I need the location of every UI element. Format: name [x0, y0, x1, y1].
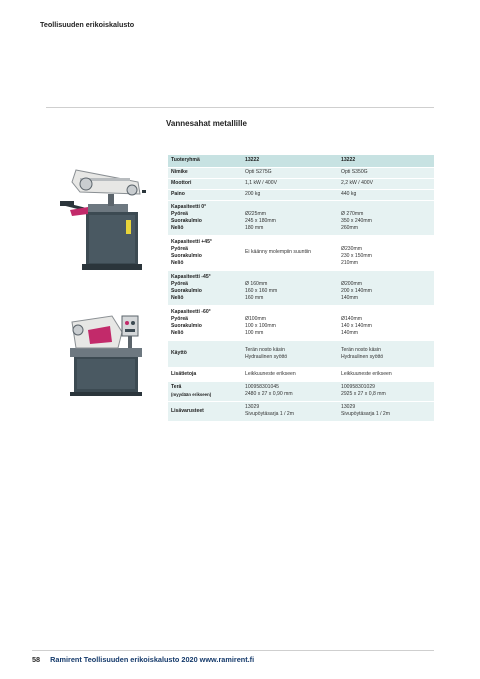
row-value: Leikkuuneste erikseen [245, 370, 296, 377]
table-row [168, 235, 434, 270]
row-value: 1,1 kW / 400V [245, 180, 277, 186]
row-value: Ø230mm [341, 245, 362, 252]
section-title: Vannesahat metallille [166, 119, 247, 128]
row-value: 350 x 240mm [341, 217, 372, 224]
row-label: Pyöreä [171, 210, 188, 217]
row-label: Kapasiteetti 0° [171, 203, 207, 210]
row-label: Suorakulmio [171, 252, 202, 259]
row-value: 100958301045 [245, 384, 279, 390]
row-value: Opti S275G [245, 169, 272, 175]
row-value: 100 x 100mm [245, 322, 276, 329]
table-row [168, 340, 434, 367]
row-value: Terän nosto käsin [341, 346, 381, 353]
table-row [168, 381, 434, 401]
table-row [168, 200, 434, 235]
row-label: Suorakulmio [171, 322, 202, 329]
table-row [168, 367, 434, 381]
row-value: Ø 160mm [245, 280, 268, 287]
footer-website-link[interactable]: www.ramirent.fi [199, 655, 255, 664]
row-label: Lisätietoja [171, 370, 197, 377]
row-label: Pyöreä [171, 280, 188, 287]
row-label: Paino [171, 191, 185, 197]
row-value: Ø225mm [245, 210, 266, 217]
top-divider [46, 107, 434, 108]
footer-brand-text: Ramirent Teollisuuden erikoiskalusto 2020 [50, 655, 198, 664]
row-label: Neliö [171, 259, 184, 266]
row-value: Opti S350G [341, 169, 368, 175]
page-number: 58 [32, 655, 41, 664]
row-label: Suorakulmio [171, 287, 202, 294]
row-label: Pyöreä [171, 315, 188, 322]
row-value: 200 x 140mm [341, 287, 372, 294]
row-label: Neliö [171, 224, 184, 231]
header-col2: 13222 [338, 155, 434, 167]
row-value: 13029 [341, 404, 356, 411]
row-value: Ø100mm [245, 315, 266, 322]
row-value: 200 kg [245, 191, 261, 197]
row-value: 160 x 160 mm [245, 287, 278, 294]
header-col1: 13222 [242, 155, 338, 167]
row-value: 2480 x 27 x 0,90 mm [245, 391, 293, 397]
footer-divider [32, 650, 434, 651]
row-label-note: (myydään erikseen) [171, 392, 212, 397]
page-footer [32, 655, 254, 664]
row-value: Sivupöytäsarja 1 / 2m [341, 411, 390, 418]
row-value: 210mm [341, 259, 358, 266]
row-value: Ø140mm [341, 315, 362, 322]
band-saw-s350g-image [66, 308, 146, 396]
row-value: Ø 270mm [341, 210, 364, 217]
row-value: 100 mm [245, 329, 264, 336]
row-label: Käyttö [171, 350, 187, 356]
table-row [168, 270, 434, 305]
document-title: Teollisuuden erikoiskalusto [40, 20, 135, 29]
row-value: 160 mm [245, 294, 264, 301]
table-row [168, 305, 434, 340]
band-saw-s275g-image [58, 160, 150, 276]
spec-table [168, 155, 434, 421]
row-value: Sivupöytäsarja 1 / 2m [245, 411, 294, 418]
table-row [168, 178, 434, 189]
row-label: Terä [171, 384, 182, 390]
row-value: 180 mm [245, 224, 264, 231]
row-value: 140mm [341, 294, 358, 301]
row-value: 13029 [245, 404, 260, 411]
row-value: 140 x 140mm [341, 322, 372, 329]
row-value: 140mm [341, 329, 358, 336]
row-value: Leikkuuneste erikseen [341, 370, 392, 377]
row-value: Hydraulinen syöttö [341, 353, 384, 360]
row-value: Ø200mm [341, 280, 362, 287]
row-label: Suorakulmio [171, 217, 202, 224]
row-label: Lisävarusteet [171, 407, 204, 414]
row-value: 440 kg [341, 191, 357, 197]
row-label: Kapasiteetti -45° [171, 273, 211, 280]
table-row [168, 189, 434, 200]
row-value: 100958301029 [341, 384, 375, 390]
row-value: 2,2 kW / 400V [341, 180, 373, 186]
row-label: Kapasiteetti +45° [171, 238, 212, 245]
row-label: Moottori [171, 180, 192, 186]
table-header-row [168, 155, 434, 167]
row-value: 2925 x 27 x 0,8 mm [341, 391, 386, 397]
table-row [168, 167, 434, 178]
row-label: Pyöreä [171, 245, 188, 252]
row-value: Terän nosto käsin [245, 346, 285, 353]
row-value: 230 x 150mm [341, 252, 372, 259]
row-value: Ei käänny molempiin suuntiin [245, 249, 311, 255]
header-label: Tuoteryhmä [168, 155, 242, 167]
row-label: Nimike [171, 169, 188, 175]
table-row [168, 401, 434, 421]
row-label: Kapasiteetti -60° [171, 308, 211, 315]
row-value: 245 x 180mm [245, 217, 276, 224]
row-label: Neliö [171, 294, 184, 301]
row-value: Hydraulinen syöttö [245, 353, 288, 360]
row-label: Neliö [171, 329, 184, 336]
row-value: 260mm [341, 224, 358, 231]
